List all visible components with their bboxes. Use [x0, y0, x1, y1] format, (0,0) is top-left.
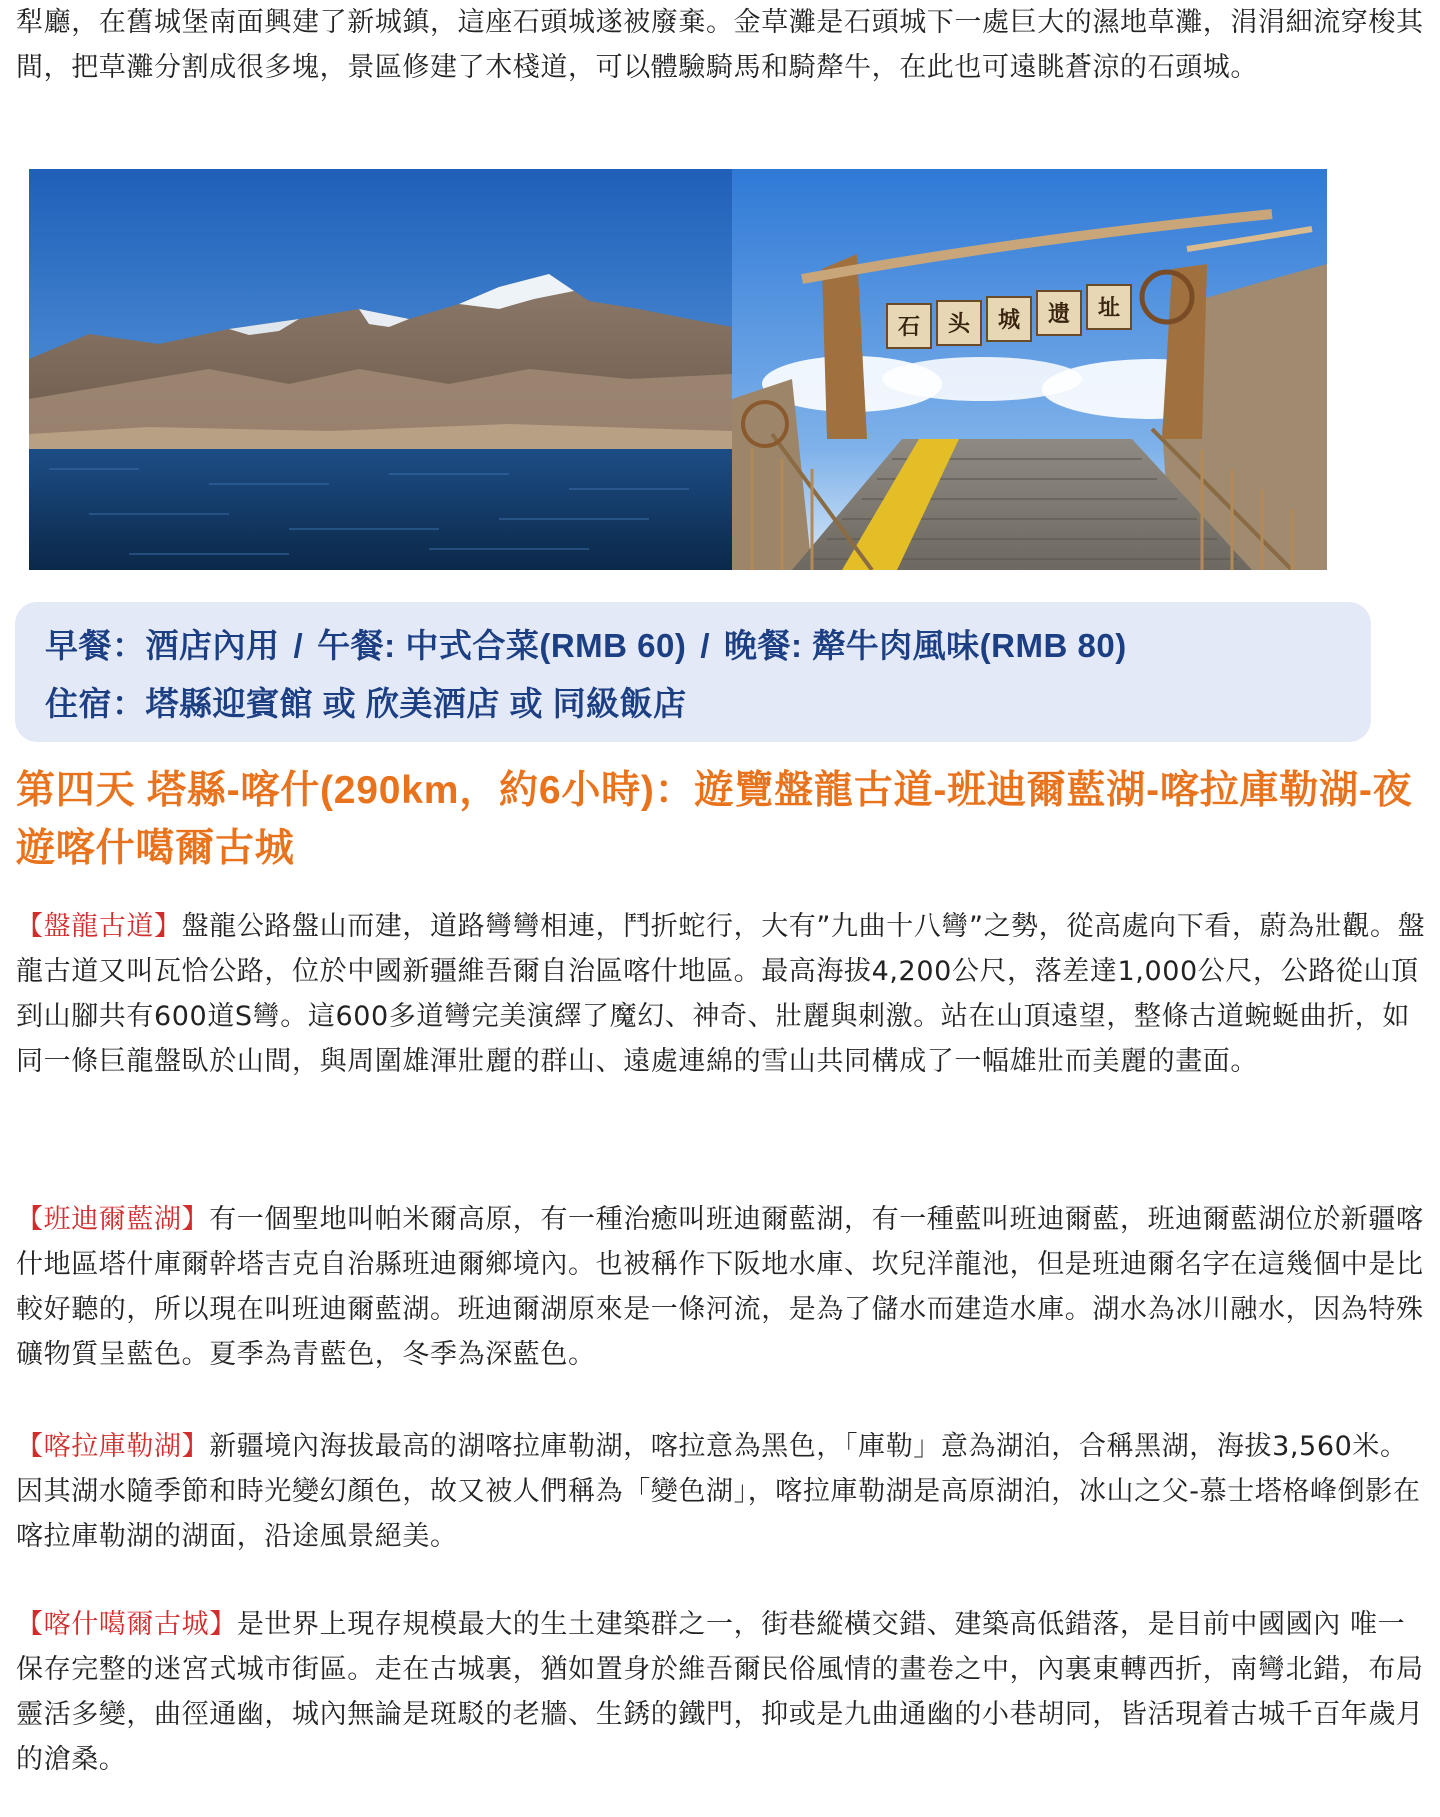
attraction-label: 【盤龍古道】: [16, 911, 182, 942]
attraction-paragraph: [16, 1602, 1426, 1782]
gate-sign-char: 石: [897, 314, 921, 340]
attraction-paragraph: [16, 904, 1426, 1084]
meal-separator: /: [700, 627, 711, 664]
gate-sign-char: 城: [997, 307, 1021, 333]
lunch-info: 午餐: 中式合菜(RMB 60): [317, 627, 687, 664]
attraction-text: 是世界上現存規模最大的生土建築群之一，街巷縱橫交錯、建築高低錯落，是目前中國國內 唯一保存完整的迷宮式城市街區。走在古城裏，猶如置身於維吾爾民俗風情的畫卷之中，內裏東轉西折，南彎北錯，布局靈活多變，曲徑通幽，城內無論是斑駁的老牆、生銹的鐵門，抑或是九曲通幽的小巷胡同，皆活現着古城千百年歲月的滄桑。: [16, 1609, 1424, 1775]
meal-separator: /: [293, 627, 304, 664]
attraction-text: 有一個聖地叫帕米爾高原，有一種治癒叫班迪爾藍湖，有一種藍叫班迪爾藍，班迪爾藍湖位於新疆喀什地區塔什庫爾幹塔吉克自治縣班迪爾鄉境內。也被稱作下阪地水庫、坎兒洋龍池，但是班迪爾名字在這幾個中是比較好聽的，所以現在叫班迪爾藍湖。班迪爾湖原來是一條河流，是為了儲水而建造水庫。湖水為冰川融水，因為特殊礦物質呈藍色。夏季為青藍色，冬季為深藍色。: [16, 1204, 1424, 1370]
gate-sign-char: 址: [1097, 295, 1121, 321]
attraction-paragraph: [16, 1197, 1426, 1377]
attraction-text: 盤龍公路盤山而建，道路彎彎相連，鬥折蛇行，大有”九曲十八彎”之勢，從高處向下看，蔚為壯觀。盤龍古道又叫瓦恰公路，位於中國新疆維吾爾自治區喀什地區。最高海拔4,200公尺，落差達1,000公尺，公路從山頂到山腳共有600道S彎。這600多道彎完美演繹了魔幻、神奇、壯麗與刺激。站在山頂遠望，整條古道蜿蜒曲折，如同一條巨龍盤臥於山間，與周圍雄渾壯麗的群山、遠處連綿的雪山共同構成了一幅雄壯而美麗的畫面。: [16, 911, 1426, 1077]
attraction-label: 【喀什噶爾古城】: [16, 1609, 237, 1640]
attraction-paragraph: [16, 1424, 1426, 1559]
day-four-title: 第四天 塔縣-喀什(290km，約6小時)：遊覽盤龍古道-班迪爾藍湖-喀拉庫勒湖-夜遊喀什噶爾古城: [16, 769, 1413, 870]
intro-paragraph: 犁廳，在舊城堡南面興建了新城鎮，這座石頭城遂被廢棄。金草灘是石頭城下一處巨大的濕地草灘，涓涓細流穿梭其間，把草灘分割成很多塊，景區修建了木棧道，可以體驗騎馬和騎犛牛，在此也可遠眺蒼涼的石頭城。: [16, 7, 1424, 83]
breakfast-info: 早餐：酒店內用: [45, 627, 280, 664]
stone-city-gate-photo: [732, 169, 1327, 570]
lake-mountain-photo: [29, 169, 732, 570]
meals-line: [45, 620, 1127, 667]
lodging-info: 住宿：塔縣迎賓館 或 欣美酒店 或 同級飯店: [45, 685, 687, 722]
meals-lodging-box: [15, 602, 1371, 742]
gate-sign-char: 遗: [1047, 301, 1071, 327]
attraction-label: 【喀拉庫勒湖】: [16, 1431, 210, 1462]
gate-sign-char: 头: [947, 311, 971, 337]
dinner-info: 晚餐: 犛牛肉風味(RMB 80): [724, 627, 1127, 664]
attraction-text: 新疆境內海拔最高的湖喀拉庫勒湖，喀拉意為黑色，「庫勒」意為湖泊，合稱黑湖，海拔3,560米。因其湖水隨季節和時光變幻顏色，故又被人們稱為「變色湖」，喀拉庫勒湖是高原湖泊，冰山之父-慕士塔格峰倒影在喀拉庫勒湖的湖面，沿途風景絕美。: [16, 1431, 1421, 1552]
photo-strip: [29, 169, 1327, 570]
attraction-label: 【班迪爾藍湖】: [16, 1204, 210, 1235]
